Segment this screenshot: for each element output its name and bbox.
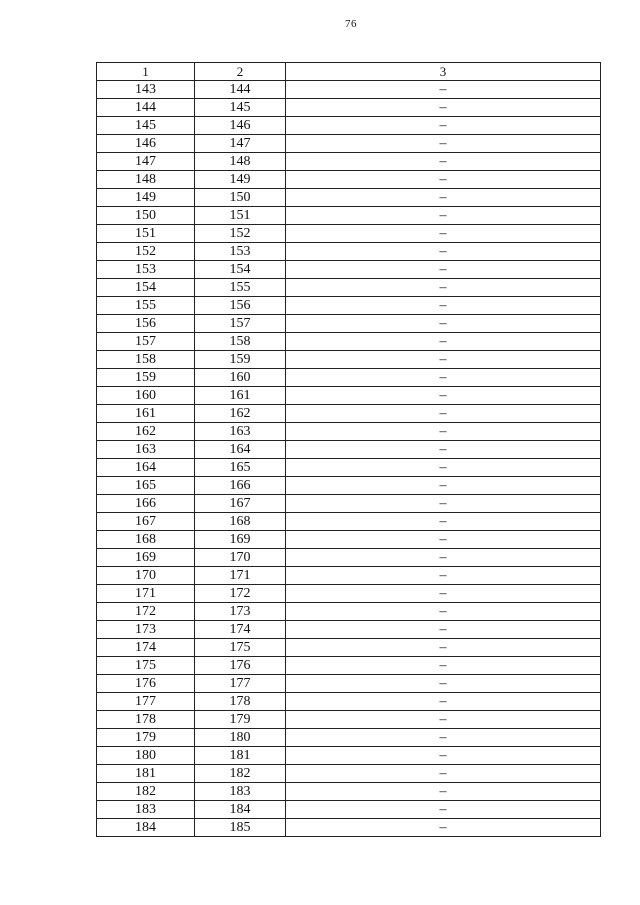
table-row bbox=[97, 549, 601, 567]
table-cell-col-1: 169 bbox=[97, 549, 195, 567]
table-cell-col-2: 145 bbox=[195, 99, 286, 117]
table-cell-col-3: – bbox=[286, 81, 601, 99]
table-cell-col-3: – bbox=[286, 513, 601, 531]
table-cell-col-3: – bbox=[286, 783, 601, 801]
table-cell-col-1: 166 bbox=[97, 495, 195, 513]
table-row bbox=[97, 801, 601, 819]
table-cell-col-2: 154 bbox=[195, 261, 286, 279]
table-cell-col-1: 152 bbox=[97, 243, 195, 261]
table-row bbox=[97, 585, 601, 603]
table-row bbox=[97, 783, 601, 801]
table-header bbox=[97, 63, 601, 81]
table-cell-col-3: – bbox=[286, 387, 601, 405]
table-cell-col-2: 166 bbox=[195, 477, 286, 495]
table-row bbox=[97, 495, 601, 513]
table-cell-col-1: 146 bbox=[97, 135, 195, 153]
table-cell-col-1: 157 bbox=[97, 333, 195, 351]
table-cell-col-1: 183 bbox=[97, 801, 195, 819]
table-cell-col-2: 175 bbox=[195, 639, 286, 657]
table-cell-col-3: – bbox=[286, 729, 601, 747]
header-cell-3: 3 bbox=[286, 63, 601, 81]
table-cell-col-2: 184 bbox=[195, 801, 286, 819]
table-cell-col-3: – bbox=[286, 171, 601, 189]
table-cell-col-2: 165 bbox=[195, 459, 286, 477]
table-cell-col-1: 181 bbox=[97, 765, 195, 783]
table-cell-col-3: – bbox=[286, 99, 601, 117]
table-cell-col-2: 169 bbox=[195, 531, 286, 549]
table-cell-col-2: 156 bbox=[195, 297, 286, 315]
table-row bbox=[97, 819, 601, 837]
table-row bbox=[97, 207, 601, 225]
table-cell-col-1: 177 bbox=[97, 693, 195, 711]
header-row bbox=[97, 63, 601, 81]
table-cell-col-1: 162 bbox=[97, 423, 195, 441]
table-cell-col-1: 165 bbox=[97, 477, 195, 495]
table-cell-col-3: – bbox=[286, 225, 601, 243]
table-cell-col-3: – bbox=[286, 549, 601, 567]
table-cell-col-3: – bbox=[286, 819, 601, 837]
table-cell-col-1: 154 bbox=[97, 279, 195, 297]
table-row bbox=[97, 747, 601, 765]
table-cell-col-2: 181 bbox=[195, 747, 286, 765]
table-cell-col-3: – bbox=[286, 621, 601, 639]
table-cell-col-1: 145 bbox=[97, 117, 195, 135]
table-row bbox=[97, 423, 601, 441]
table-cell-col-3: – bbox=[286, 675, 601, 693]
table-cell-col-2: 149 bbox=[195, 171, 286, 189]
table-row bbox=[97, 351, 601, 369]
table-cell-col-2: 160 bbox=[195, 369, 286, 387]
table-cell-col-1: 182 bbox=[97, 783, 195, 801]
table-cell-col-1: 144 bbox=[97, 99, 195, 117]
table-row bbox=[97, 441, 601, 459]
table-cell-col-1: 173 bbox=[97, 621, 195, 639]
table-row bbox=[97, 459, 601, 477]
table-cell-col-1: 170 bbox=[97, 567, 195, 585]
table-cell-col-3: – bbox=[286, 423, 601, 441]
table-cell-col-3: – bbox=[286, 531, 601, 549]
table-cell-col-2: 178 bbox=[195, 693, 286, 711]
table-cell-col-2: 171 bbox=[195, 567, 286, 585]
table-row bbox=[97, 405, 601, 423]
table-cell-col-2: 174 bbox=[195, 621, 286, 639]
table-row bbox=[97, 261, 601, 279]
table-cell-col-1: 151 bbox=[97, 225, 195, 243]
header-cell-2: 2 bbox=[195, 63, 286, 81]
page-number: 76 bbox=[345, 18, 357, 30]
table-cell-col-3: – bbox=[286, 711, 601, 729]
table-row bbox=[97, 693, 601, 711]
table-cell-col-1: 175 bbox=[97, 657, 195, 675]
table-cell-col-3: – bbox=[286, 243, 601, 261]
table-cell-col-2: 155 bbox=[195, 279, 286, 297]
table-cell-col-2: 148 bbox=[195, 153, 286, 171]
table-cell-col-3: – bbox=[286, 747, 601, 765]
table-cell-col-1: 178 bbox=[97, 711, 195, 729]
table-cell-col-3: – bbox=[286, 765, 601, 783]
table-cell-col-3: – bbox=[286, 459, 601, 477]
table-row bbox=[97, 639, 601, 657]
table-cell-col-1: 180 bbox=[97, 747, 195, 765]
table-cell-col-2: 157 bbox=[195, 315, 286, 333]
table-cell-col-3: – bbox=[286, 801, 601, 819]
table-body bbox=[97, 81, 601, 837]
table-cell-col-1: 172 bbox=[97, 603, 195, 621]
table-cell-col-3: – bbox=[286, 693, 601, 711]
table-cell-col-1: 176 bbox=[97, 675, 195, 693]
table-cell-col-3: – bbox=[286, 405, 601, 423]
table-cell-col-2: 163 bbox=[195, 423, 286, 441]
table-cell-col-2: 179 bbox=[195, 711, 286, 729]
table-cell-col-3: – bbox=[286, 603, 601, 621]
table-cell-col-2: 183 bbox=[195, 783, 286, 801]
table-row bbox=[97, 531, 601, 549]
table-cell-col-3: – bbox=[286, 567, 601, 585]
table-row bbox=[97, 117, 601, 135]
table-cell-col-1: 164 bbox=[97, 459, 195, 477]
table-cell-col-2: 168 bbox=[195, 513, 286, 531]
table-cell-col-3: – bbox=[286, 315, 601, 333]
table-row bbox=[97, 171, 601, 189]
table-row bbox=[97, 729, 601, 747]
table-cell-col-2: 151 bbox=[195, 207, 286, 225]
table-row bbox=[97, 675, 601, 693]
table-row bbox=[97, 567, 601, 585]
table-row bbox=[97, 603, 601, 621]
table-row bbox=[97, 477, 601, 495]
table-cell-col-2: 144 bbox=[195, 81, 286, 99]
data-table bbox=[96, 62, 601, 837]
table-row bbox=[97, 135, 601, 153]
table-cell-col-2: 177 bbox=[195, 675, 286, 693]
table-cell-col-2: 153 bbox=[195, 243, 286, 261]
table-cell-col-3: – bbox=[286, 261, 601, 279]
table-row bbox=[97, 297, 601, 315]
table-row bbox=[97, 243, 601, 261]
table-cell-col-1: 159 bbox=[97, 369, 195, 387]
table-cell-col-3: – bbox=[286, 297, 601, 315]
table-row bbox=[97, 315, 601, 333]
table-cell-col-3: – bbox=[286, 441, 601, 459]
table-cell-col-1: 167 bbox=[97, 513, 195, 531]
table-cell-col-1: 160 bbox=[97, 387, 195, 405]
table-cell-col-3: – bbox=[286, 279, 601, 297]
table-row bbox=[97, 333, 601, 351]
table-row bbox=[97, 81, 601, 99]
table-cell-col-1: 184 bbox=[97, 819, 195, 837]
table-row bbox=[97, 153, 601, 171]
table-cell-col-3: – bbox=[286, 585, 601, 603]
table-cell-col-1: 150 bbox=[97, 207, 195, 225]
table-cell-col-2: 161 bbox=[195, 387, 286, 405]
table-cell-col-1: 147 bbox=[97, 153, 195, 171]
table-cell-col-1: 161 bbox=[97, 405, 195, 423]
table-row bbox=[97, 387, 601, 405]
table-row bbox=[97, 99, 601, 117]
table-cell-col-3: – bbox=[286, 153, 601, 171]
table-cell-col-3: – bbox=[286, 639, 601, 657]
header-cell-1: 1 bbox=[97, 63, 195, 81]
table-row bbox=[97, 657, 601, 675]
table-cell-col-2: 180 bbox=[195, 729, 286, 747]
table-cell-col-1: 171 bbox=[97, 585, 195, 603]
table-cell-col-2: 176 bbox=[195, 657, 286, 675]
table-cell-col-3: – bbox=[286, 657, 601, 675]
table-row bbox=[97, 369, 601, 387]
table-cell-col-2: 162 bbox=[195, 405, 286, 423]
table-cell-col-3: – bbox=[286, 135, 601, 153]
table-cell-col-2: 167 bbox=[195, 495, 286, 513]
table-cell-col-3: – bbox=[286, 117, 601, 135]
table-cell-col-2: 152 bbox=[195, 225, 286, 243]
table-cell-col-1: 179 bbox=[97, 729, 195, 747]
table-cell-col-2: 172 bbox=[195, 585, 286, 603]
table-cell-col-3: – bbox=[286, 495, 601, 513]
table-cell-col-2: 159 bbox=[195, 351, 286, 369]
table-cell-col-2: 182 bbox=[195, 765, 286, 783]
table-cell-col-3: – bbox=[286, 333, 601, 351]
table-cell-col-1: 163 bbox=[97, 441, 195, 459]
table-cell-col-1: 149 bbox=[97, 189, 195, 207]
table-cell-col-1: 155 bbox=[97, 297, 195, 315]
table-cell-col-1: 158 bbox=[97, 351, 195, 369]
table-cell-col-2: 164 bbox=[195, 441, 286, 459]
table-row bbox=[97, 513, 601, 531]
table-cell-col-2: 170 bbox=[195, 549, 286, 567]
table-row bbox=[97, 711, 601, 729]
table-cell-col-1: 148 bbox=[97, 171, 195, 189]
table-cell-col-2: 147 bbox=[195, 135, 286, 153]
table-cell-col-2: 146 bbox=[195, 117, 286, 135]
table-row bbox=[97, 189, 601, 207]
table-cell-col-3: – bbox=[286, 369, 601, 387]
table-cell-col-3: – bbox=[286, 351, 601, 369]
table-cell-col-1: 168 bbox=[97, 531, 195, 549]
table-cell-col-1: 174 bbox=[97, 639, 195, 657]
table-cell-col-3: – bbox=[286, 477, 601, 495]
table-cell-col-2: 173 bbox=[195, 603, 286, 621]
table-row bbox=[97, 765, 601, 783]
table-row bbox=[97, 279, 601, 297]
table-cell-col-2: 185 bbox=[195, 819, 286, 837]
table-cell-col-3: – bbox=[286, 189, 601, 207]
table-cell-col-1: 153 bbox=[97, 261, 195, 279]
table-cell-col-2: 158 bbox=[195, 333, 286, 351]
table-row bbox=[97, 621, 601, 639]
table-cell-col-1: 156 bbox=[97, 315, 195, 333]
table-row bbox=[97, 225, 601, 243]
table-cell-col-3: – bbox=[286, 207, 601, 225]
table-cell-col-2: 150 bbox=[195, 189, 286, 207]
table-cell-col-1: 143 bbox=[97, 81, 195, 99]
